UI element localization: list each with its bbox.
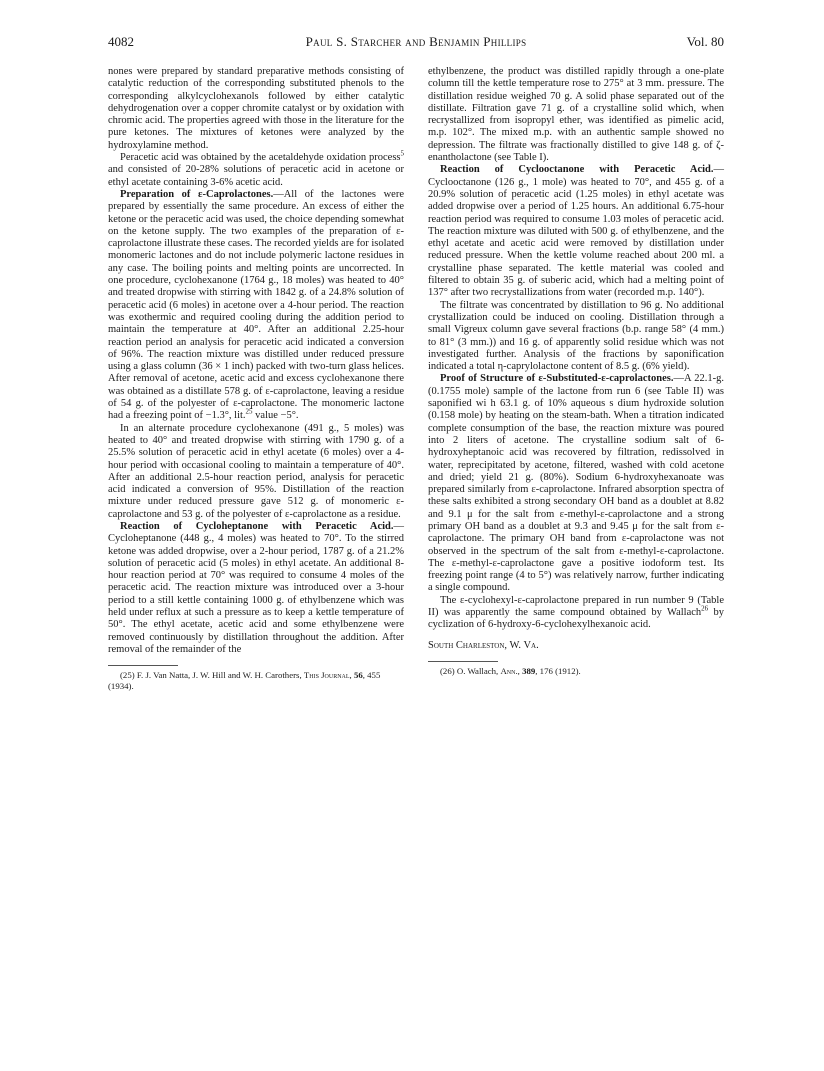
footnote: (26) O. Wallach, Ann., 389, 176 (1912). (440, 665, 581, 676)
paragraph: ethylbenzene, the product was distilled rapidly through a one-plate column till the kettle temperature rose to 275° at 3 mm. pressure. The distillation residue weighed 70 g. A solid phase separated out of the distillate. Filtration gave 71 g. of a crystalline solid which, when recrystallized from isopropyl ether, was identified as pimelic acid, m.p. 102°. The mixed m.p. with an authentic sample showed no depression. The filtrate was fractionally distilled to give 148 g. of ζ-enantholactone (see Table I). (428, 66, 724, 164)
citation-ref: 26 (701, 604, 709, 613)
paragraph: Peracetic acid was obtained by the acetaldehyde oxidation process$^5$ and consisted of 20-28% solutions of peracetic acid in acetone or ethyl acetate containing 3-6% acetic acid. (108, 149, 404, 188)
running-title: Paul S. Starcher and Benjamin Phillips (305, 34, 527, 49)
page-number: 4082 (108, 34, 134, 49)
paragraph: nones were prepared by standard preparative methods consisting of catalytic reduction of the corresponding substituted phenols to the corresponding alkylcyclohexanols followed by either catalytic dehydrogenation over a copper chromite catalyst or by oxidation with chromic acid. The properties agreed with those in the literature for the pure ketones. The mixtures of ketones were analyzed by the hydroxylamine method. (108, 66, 404, 151)
paragraph: Proof of Structure of ε-Substituted-ε-caprolactones.—A 22.1-g. (0.1755 mole) sample of the lactone from run 6 (see Table II) was saponified wi h 63.1 g. of 10% aqueous s dium hydroxide solution (0.158 mole) by heating on the steam-bath. When a titration indicated complete consumption of the base, the reaction mixture was poured into 2 liters of acetone. The crystalline sodium salt of 6-hydroxyheptanoic acid was recovered by filtration, redissolved in water, reprecipitated by acetone, filtered, washed with cold acetone and dried; yield 21 g. (80%). Sodium 6-hydroxyhexanoate was prepared similarly from ε-caprolactone. Infrared absorption spectra of these salts exhibited a strong secondary OH band as a doublet at 8.82 and 9.1 μ for the salt from ε-methyl-ε-caprolactone and a strong primary OH band as a doublet at 9.3 and 9.45 μ for the salt from ε-caprolactone. The primary OH band from ε-caprolactone was not observed in the spectrum of the salt from ε-methyl-ε-caprolactone. The ε-methyl-ε-caprolactone gave a positive iodoform test. Its freezing point range (4 to 5°) was relatively narrow, further indicating a single compound. (428, 373, 724, 594)
paragraph: Reaction of Cyclooctanone with Peracetic Acid.—Cyclooctanone (126 g., 1 mole) was heated to 70°, and 455 g. of a 20.9% solution of peracetic acid (1.25 moles) in ethyl acetate was added dropwise over a period of 1.25 hours. An additional 6.75-hour reaction period was required to consume 1.03 moles of peracetic acid. The reaction mixture was diluted with 500 g. of ethylbenzene, and the ethyl acetate and acetic acid were removed by distillation under reduced pressure. When the kettle volume reached about 200 ml. a crystalline phase separated. The kettle material was cooled and filtered to obtain 35 g. of suberic acid, which had a melting point of 137° after two recrystallizations from water (recorded m.p. 140°). (428, 164, 724, 299)
paragraph: Preparation of ε-Caprolactones.—All of the lactones were prepared by essentially the same procedure. An excess of either the ketone or the peracetic acid was used, the choice depending somewhat on the ketone supply. The two examples of the preparation of ε-caprolactone illustrate these cases. The recorded yields are for isolated monomeric lactones and do not include polymeric lactone residues in any case. The boiling points and melting points are uncorrected. In one procedure, cyclohexanone (1764 g., 18 moles) was heated to 40° and treated dropwise with stirring with 1842 g. of a 24.8% solution of peracetic acid (6 moles) in acetone over a 4-hour period. The reaction was exothermic and required cooling during the addition period to maintain the temperature at 40°. After an additional 2.25-hour reaction period an analysis for peracetic acid indicated a conversion of 96%. The reaction mixture was distilled under reduced pressure using a glass column (36 × 1 inch) packed with two-turn glass helices. After removal of acetone, acetic acid and excess cyclohexanone there was obtained as a distillate 578 g. of ε-caprolactone, leaving a residue of 54 g. of the polyester of ε-caprolactone. The monomeric lactone had a freezing point of −1.3°, lit.$^{25}$ value −5°. (108, 188, 405, 422)
run-in-heading: Reaction of Cyclooctanone with Peracetic Acid. (440, 164, 714, 176)
citation-ref: 25 (245, 407, 253, 416)
author-location: South Charleston, W. Va. (428, 639, 539, 651)
footnote-rule (108, 665, 178, 666)
running-header (108, 34, 724, 54)
left-column (108, 66, 404, 692)
footnote: (25) F. J. Van Natta, J. W. Hill and W. H. Carothers, This Journal, 56, 455 (1934). (108, 670, 381, 692)
citation-ref: 5 (400, 149, 404, 158)
paragraph: Reaction of Cycloheptanone with Peracetic Acid.—Cycloheptanone (448 g., 4 moles) was heated to 70°. To the stirred ketone was added dropwise, over a 2-hour period, 1787 g. of a 21.2% solution of peracetic acid (5 moles) in ethyl acetate. An additional 8-hour reaction period at 70° was required to consume 4 moles of the peracetic acid. The reaction mixture was introduced over a 3-hour period to a still kettle containing 1000 g. of ethylbenzene which was held under reflux at such a pressure as to keep a kettle temperature of 50°. The ethyl acetate, acetic acid and some ethylbenzene were removed continuously by distillation throughout the addition. After removal of the remainder of the (108, 520, 404, 655)
paragraph: In an alternate procedure cyclohexanone (491 g., 5 moles) was heated to 40° and treated dropwise with stirring with 1790 g. of a 25.5% solution of peracetic acid in ethyl acetate (6 moles) over a 4-hour period with occasional cooling to maintain a temperature of 40°. After an additional 2.5-hour reaction period, analysis for peracetic acid indicated a conversion of 95%. Distillation of the reaction mixture under reduced pressure gave 512 g. of monomeric ε-caprolactone and 53 g. of the polyester of ε-caprolactone as a residue. (108, 422, 404, 520)
paragraph: The filtrate was concentrated by distillation to 96 g. No additional crystallization could be induced on cooling. Distillation through a small Vigreux column gave several fractions (b.p. range 58° (4 mm.) to 81° (3 mm.)) and 16 g. of apparently solid residue which was not investigated further. Analysis of the fractions by saponification indicated a total η-caprylolactone content of 8.5 g. (6% yield). (428, 299, 724, 373)
run-in-heading: Proof of Structure of ε-Substituted-ε-caprolactones. (440, 373, 674, 385)
footnote-rule (428, 661, 498, 662)
run-in-heading: Preparation of ε-Caprolactones. (120, 188, 274, 200)
run-in-heading: Reaction of Cycloheptanone with Peracetic Acid. (120, 520, 394, 532)
paragraph: The ε-cyclohexyl-ε-caprolactone prepared in run number 9 (Table II) was apparently the same compound obtained by Wallach$^{26}$ by cyclization of 6-hydroxy-6-cyclohexylhexanoic acid. (428, 594, 724, 631)
right-column (428, 66, 724, 677)
volume-number: Vol. 80 (686, 34, 724, 49)
